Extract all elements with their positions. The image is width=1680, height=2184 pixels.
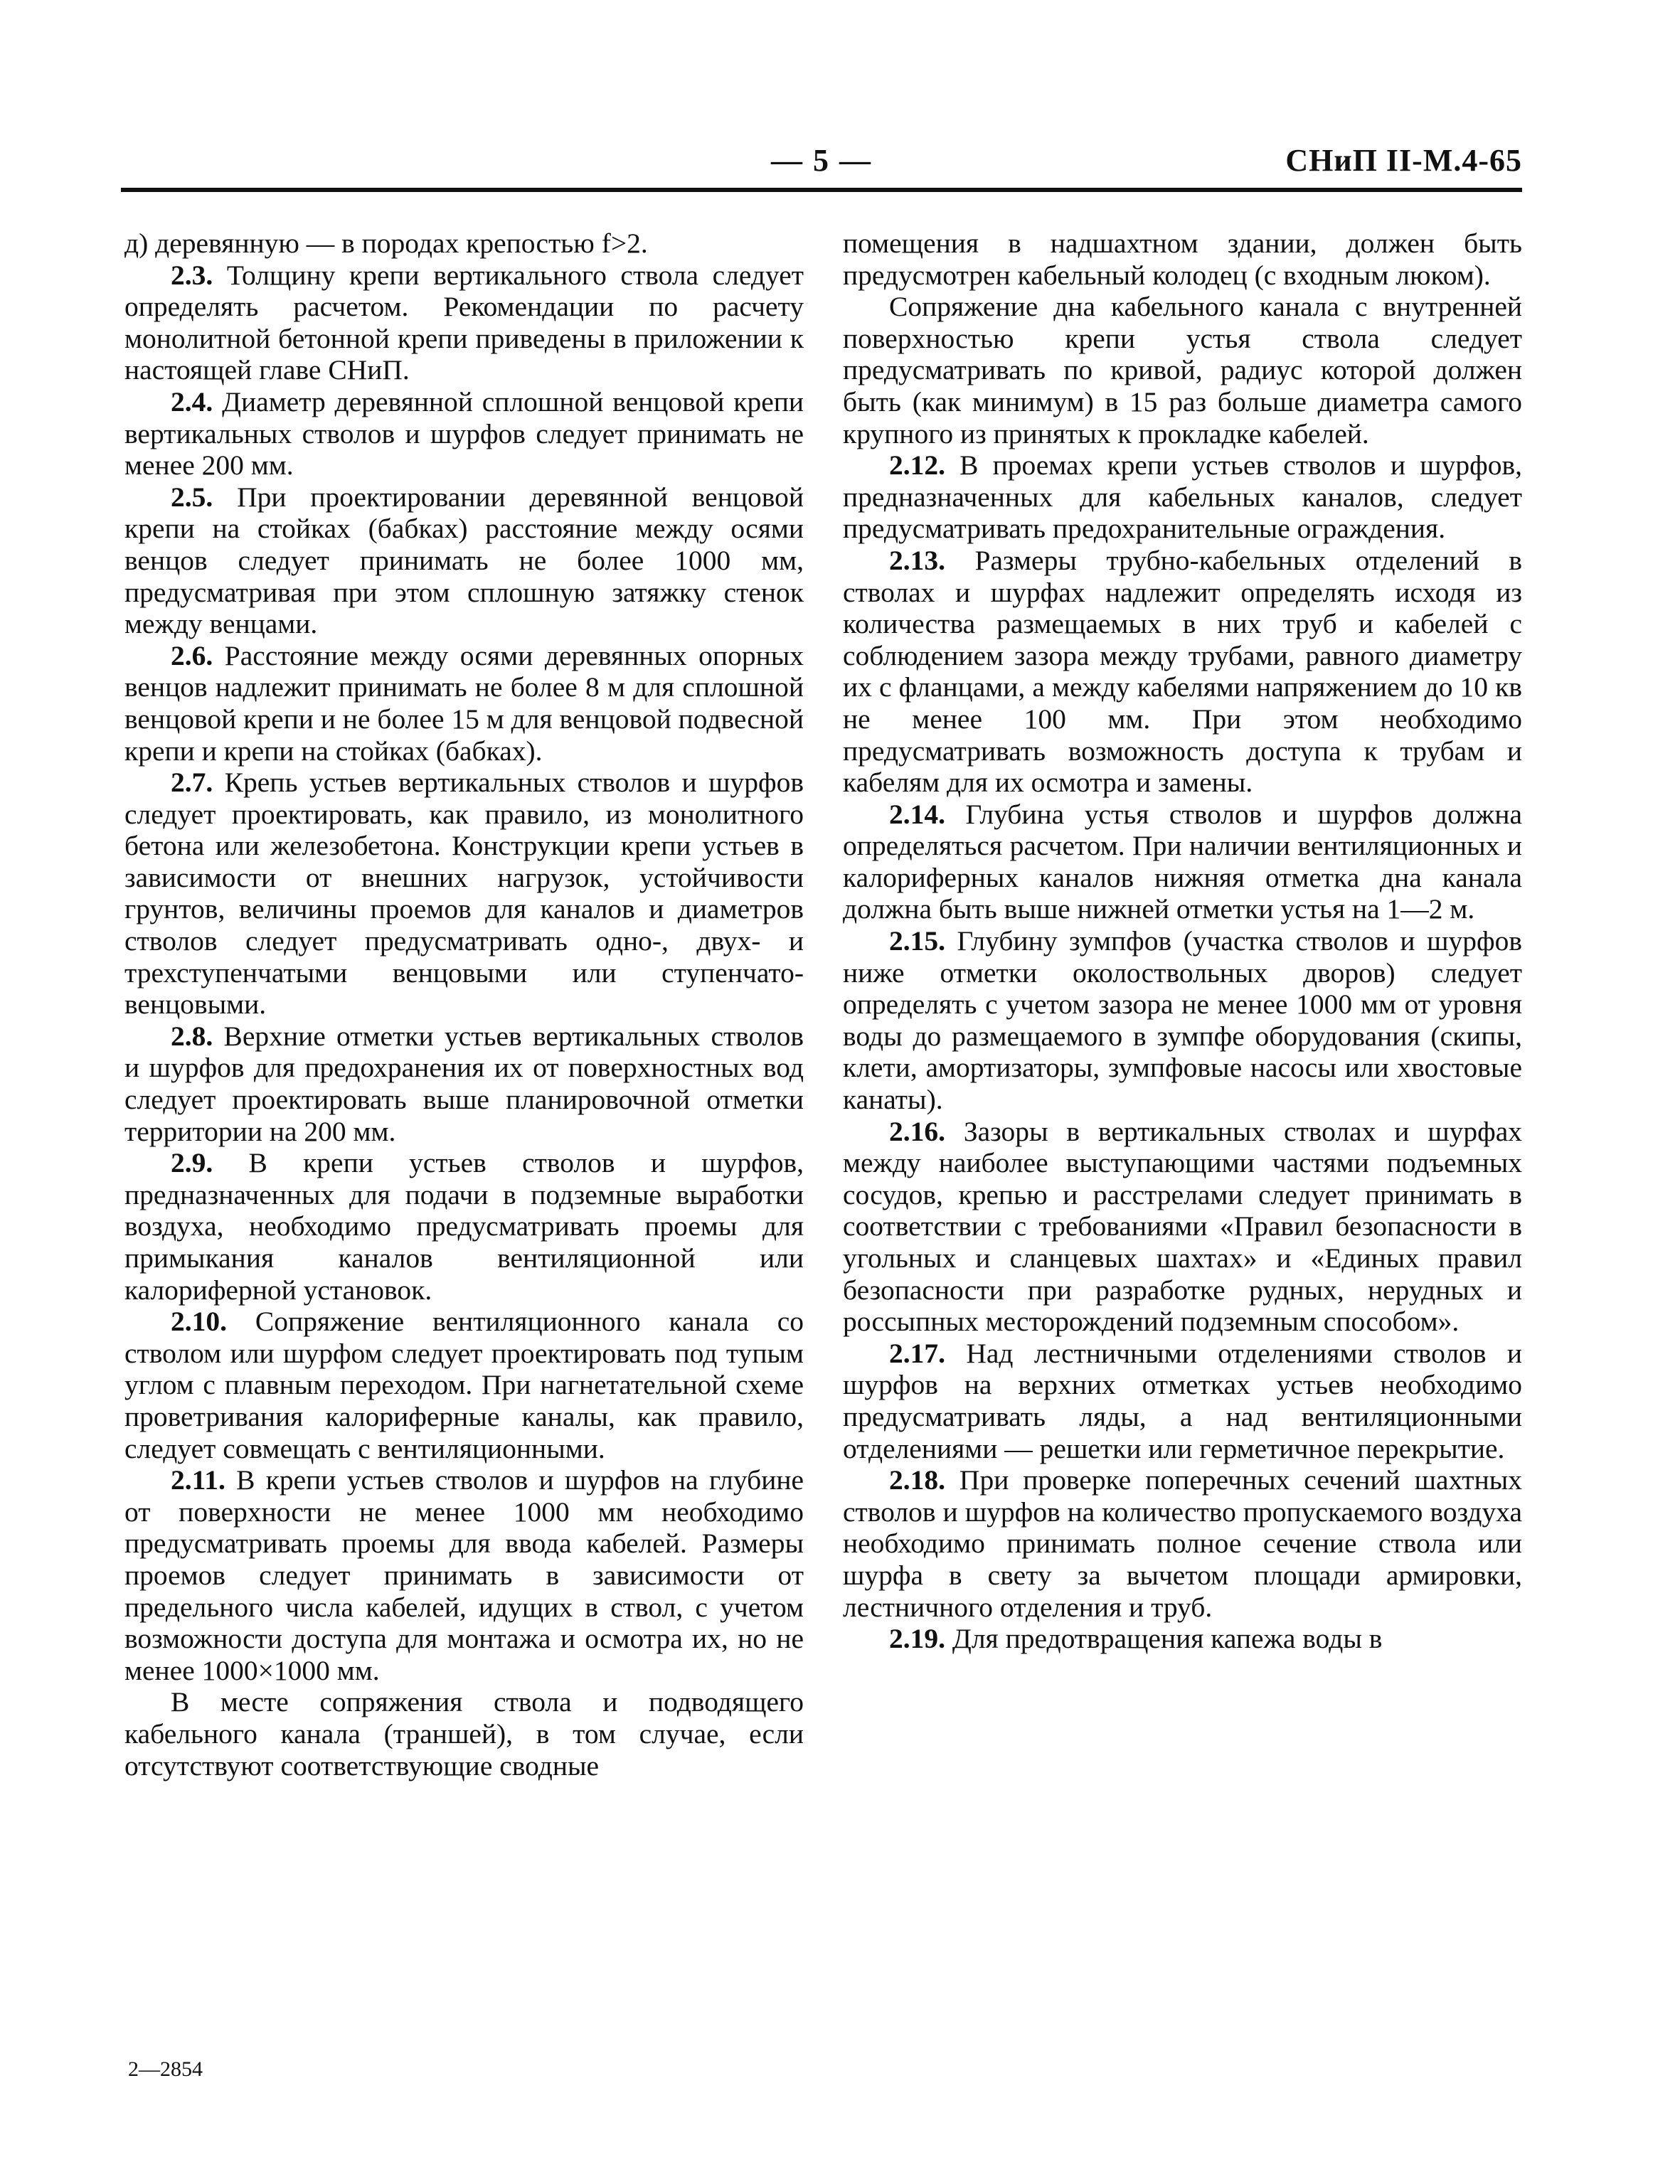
paragraph xyxy=(843,449,1522,545)
paragraph-number: 2.17. xyxy=(889,1337,945,1369)
paragraph xyxy=(124,1464,804,1686)
paragraph-number: 2.4. xyxy=(171,385,213,417)
paragraph xyxy=(124,1686,804,1781)
paragraph-text: Расстояние между осями деревянных опорных венцов надлежит принимать не более 8 м для сплошной венцовой крепи и не более 15 м для венцовой подвесной крепи и крепи на стойках (бабках). xyxy=(124,639,804,767)
paragraph-text: Зазоры в вертикальных стволах и шурфах между наиболее выступающими частями подъемных сосудов, крепью и расстрелами следует принимать в соответствии с требованиями «Правил безопасности в угольных и сланцевых шахтах» и «Единых правил безопасности при разработке рудных, нерудных и россыпных месторождений подземным способом». xyxy=(843,1115,1523,1338)
paragraph-text: В крепи устьев стволов и шурфов на глубине от поверхности не менее 1000 мм необходимо предусматривать проемы для ввода кабелей. Размеры проемов следует принимать в зависимости от предельного числа кабелей, идущих в ствол, с учетом возможности доступа для монтажа и осмотра их, но не менее 1000×1000 мм. xyxy=(124,1464,804,1686)
paragraph-text: Сопряжение вентиляционного канала со стволом или шурфом следует проектировать под тупым углом с плавным переходом. При нагнетательной схеме проветривания калориферные каналы, как правило, следует совмещать с вентиляционными. xyxy=(124,1306,804,1464)
paragraph-text: Толщину крепи вертикального ствола следует определять расчетом. Рекомендации по расчету монолитной бетонной крепи приведены в приложении к настоящей главе СНиП. xyxy=(124,259,804,386)
paragraph xyxy=(843,1338,1522,1464)
paragraph xyxy=(124,767,804,1021)
paragraph-text: Для предотвращения капежа воды в xyxy=(952,1623,1383,1655)
paragraph-text: помещения в надшахтном здании, должен быть предусмотрен кабельный колодец (с входным люком). xyxy=(843,228,1522,291)
left-column xyxy=(124,228,804,1781)
paragraph xyxy=(124,386,804,481)
paragraph-text: В проемах крепи устьев стволов и шурфов, предназначенных для кабельных каналов, следует предусматривать предохранительные ограждения. xyxy=(843,449,1522,545)
paragraph-text: Крепь устьев вертикальных стволов и шурфов следует проектировать, как правило, из монолитного бетона или железобетона. Конструкции крепи устьев в зависимости от внешних нагрузок, устойчивости грунтов, величины проемов для каналов и диаметров стволов следует предусматривать одно-, двух- и трехступенчатыми венцовыми или ступенчато-венцовыми. xyxy=(124,767,804,1021)
paragraph xyxy=(124,1147,804,1306)
document-code: СНиП II-М.4-65 xyxy=(1285,143,1522,178)
paragraph xyxy=(843,291,1522,449)
page-number: — 5 — xyxy=(771,143,872,178)
paragraph xyxy=(843,545,1522,799)
paragraph-text: При проверке поперечных сечений шахтных стволов и шурфов на количество пропускаемого воздуха необходимо принимать полное сечение ствола или шурфа в свету за вычетом площади армировки, лестничного отделения и труб. xyxy=(843,1464,1522,1623)
paragraph-number: 2.16. xyxy=(889,1115,945,1147)
paragraph-number: 2.10. xyxy=(171,1306,227,1338)
paragraph-number: 2.5. xyxy=(171,481,213,513)
paragraph-text: Размеры трубно-кабельных отделений в стволах и шурфах надлежит определять исходя из количества размещаемых в них труб и кабелей с соблюдением зазора между трубами, равного диаметру их с фланцами, а между кабелями напряжением до 10 кв не менее 100 мм. При этом необходимо предусматривать возможность доступа к трубам и кабелям для их осмотра и замены. xyxy=(843,544,1522,799)
paragraph xyxy=(124,1306,804,1464)
paragraph-text: Сопряжение дна кабельного канала с внутренней поверхностью крепи устья ствола следует предусматривать по кривой, радиус которой должен быть (как минимум) в 15 раз больше диаметра самого крупного из принятых к прокладке кабелей. xyxy=(843,291,1522,449)
paragraph xyxy=(124,228,804,260)
right-column xyxy=(843,228,1522,1655)
paragraph-number: 2.18. xyxy=(889,1464,945,1496)
paragraph xyxy=(843,1464,1522,1623)
paragraph-number: 2.7. xyxy=(171,767,213,799)
paragraph-number: 2.6. xyxy=(171,639,213,671)
paragraph xyxy=(124,640,804,767)
page-header xyxy=(121,142,1522,192)
paragraph-text: В месте сопряжения ствола и подводящего кабельного канала (траншей), в том случае, если отсутствуют соответствующие сводные xyxy=(124,1686,804,1781)
paragraph-number: 2.11. xyxy=(171,1464,225,1496)
paragraph-number: 2.19. xyxy=(889,1623,945,1655)
paragraph xyxy=(843,925,1522,1116)
paragraph-text: Глубина устья стволов и шурфов должна определяться расчетом. При наличии вентиляционных и калориферных каналов нижняя отметка дна канала должна быть выше нижней отметки устья на 1—2 м. xyxy=(843,798,1522,925)
paragraph-number: 2.15. xyxy=(889,925,945,957)
paragraph-text: При проектировании деревянной венцовой крепи на стойках (бабках) расстояние между осями венцов следует принимать не более 1000 мм, предусматривая при этом сплошную затяжку стенок между венцами. xyxy=(124,481,804,640)
paragraph xyxy=(843,799,1522,925)
paragraph-text: Глубину зумпфов (участка стволов и шурфов ниже отметки околоствольных дворов) следует определять с учетом зазора не менее 1000 мм от уровня воды до размещаемого в зумпфе оборудования (скипы, клети, амортизаторы, зумпфовые насосы или хвостовые канаты). xyxy=(843,925,1522,1116)
paragraph-text: Верхние отметки устьев вертикальных стволов и шурфов для предохранения их от поверхностных вод следует проектировать выше планировочной отметки территории на 200 мм. xyxy=(124,1020,804,1147)
paragraph-text: В крепи устьев стволов и шурфов, предназначенных для подачи в подземные выработки воздуха, необходимо предусматривать проемы для примыкания каналов вентиляционной или калориферной установок. xyxy=(124,1147,804,1306)
paragraph xyxy=(124,481,804,640)
footer-print-code: 2—2854 xyxy=(128,2057,203,2081)
paragraph-number: 2.12. xyxy=(889,449,945,481)
paragraph-text: Диаметр деревянной сплошной венцовой крепи вертикальных стволов и шурфов следует принимать не менее 200 мм. xyxy=(124,385,804,481)
paragraph-number: 2.13. xyxy=(889,544,945,576)
paragraph-text: д) деревянную — в породах крепостью f>2. xyxy=(124,228,648,259)
paragraph-number: 2.14. xyxy=(889,798,945,830)
paragraph-number: 2.9. xyxy=(171,1147,213,1179)
paragraph xyxy=(843,228,1522,291)
paragraph xyxy=(843,1623,1522,1655)
paragraph-number: 2.8. xyxy=(171,1020,213,1052)
header-rule xyxy=(121,188,1522,192)
paragraph xyxy=(124,260,804,386)
paragraph xyxy=(843,1116,1522,1338)
paragraph-number: 2.3. xyxy=(171,259,213,291)
paragraph-text: Над лестничными отделениями стволов и шурфов на верхних отметках устьев необходимо предусматривать ляды, а над вентиляционными отделениями — решетки или герметичное перекрытие. xyxy=(843,1337,1522,1464)
paragraph xyxy=(124,1021,804,1147)
